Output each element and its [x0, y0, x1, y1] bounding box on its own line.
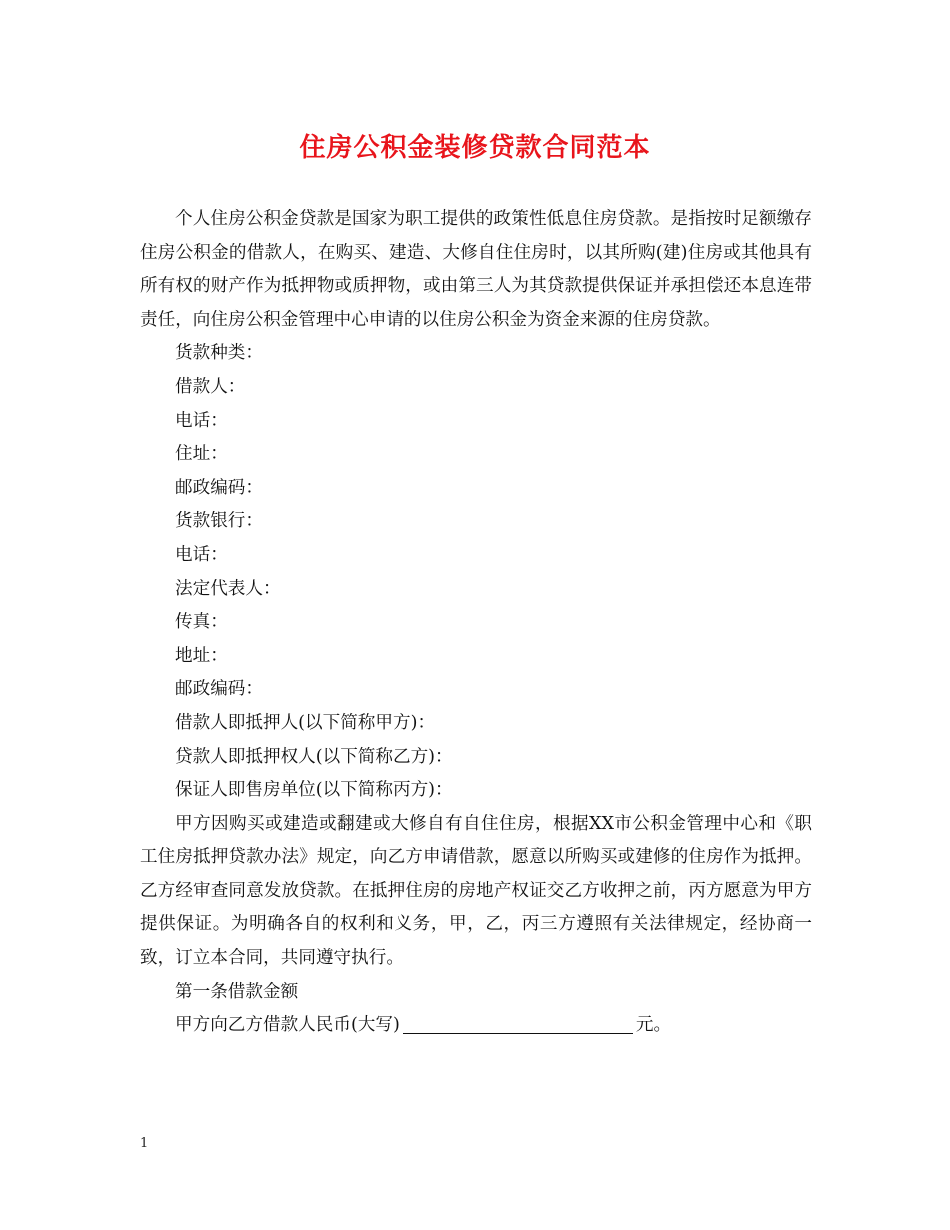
field-borrower-address: 住址： [175, 444, 228, 465]
field-legal-rep: 法定代表人： [175, 578, 281, 599]
amount-blank-line [403, 1013, 633, 1034]
field-party-c: 保证人即售房单位(以下简称丙方)： [175, 780, 453, 801]
field-party-a: 借款人即抵押人(以下简称甲方)： [175, 712, 436, 733]
intro-paragraph: 个人住房公积金贷款是国家为职工提供的政策性低息住房贷款。是指按时足额缴存住房公积金的借款人，在购买、建造、大修自住住房时，以其所购(建)住房或其他具有所有权的财产作为抵押物或质押物，或由第三人为其贷款提供保证并承担偿还本息连带责任，向住房公积金管理中心申请的以住房公积金为资金来源的住房贷款。 [140, 209, 812, 330]
field-bank-phone: 电话： [175, 544, 228, 565]
field-bank-postcode: 邮政编码： [175, 679, 263, 700]
article-1-text-before: 甲方向乙方借款人民币(大写) [175, 1015, 400, 1036]
field-borrower: 借款人： [175, 376, 246, 397]
field-party-b: 贷款人即抵押权人(以下简称乙方)： [175, 746, 453, 767]
field-borrower-phone: 电话： [175, 410, 228, 431]
preamble-paragraph: 甲方因购买或建造或翻建或大修自有自住住房，根据XX市公积金管理中心和《职工住房抵押贷款办法》规定，向乙方申请借款，愿意以所购买或建修的住房作为抵押。乙方经审查同意发放贷款。在抵押住房的房地产权证交乙方收押之前，丙方愿意为甲方提供保证。为明确各自的权利和义务，甲，乙，丙三方遵照有关法律规定，经协商一致，订立本合同，共同遵守执行。 [140, 813, 812, 969]
field-loan-type: 货款种类： [175, 343, 263, 364]
document-title: 住房公积金装修贷款合同范本 [299, 133, 651, 163]
field-fax: 传真： [175, 612, 228, 633]
field-borrower-postcode: 邮政编码： [175, 477, 263, 498]
field-bank-address: 地址： [175, 645, 228, 666]
article-1-text [140, 1009, 812, 1043]
document-body [140, 203, 812, 1043]
page-number: 1 [140, 1136, 149, 1151]
field-lending-bank: 货款银行： [175, 511, 263, 532]
article-1-heading: 第一条借款金额 [175, 981, 299, 1002]
article-1-text-after: 元。 [635, 1015, 672, 1036]
